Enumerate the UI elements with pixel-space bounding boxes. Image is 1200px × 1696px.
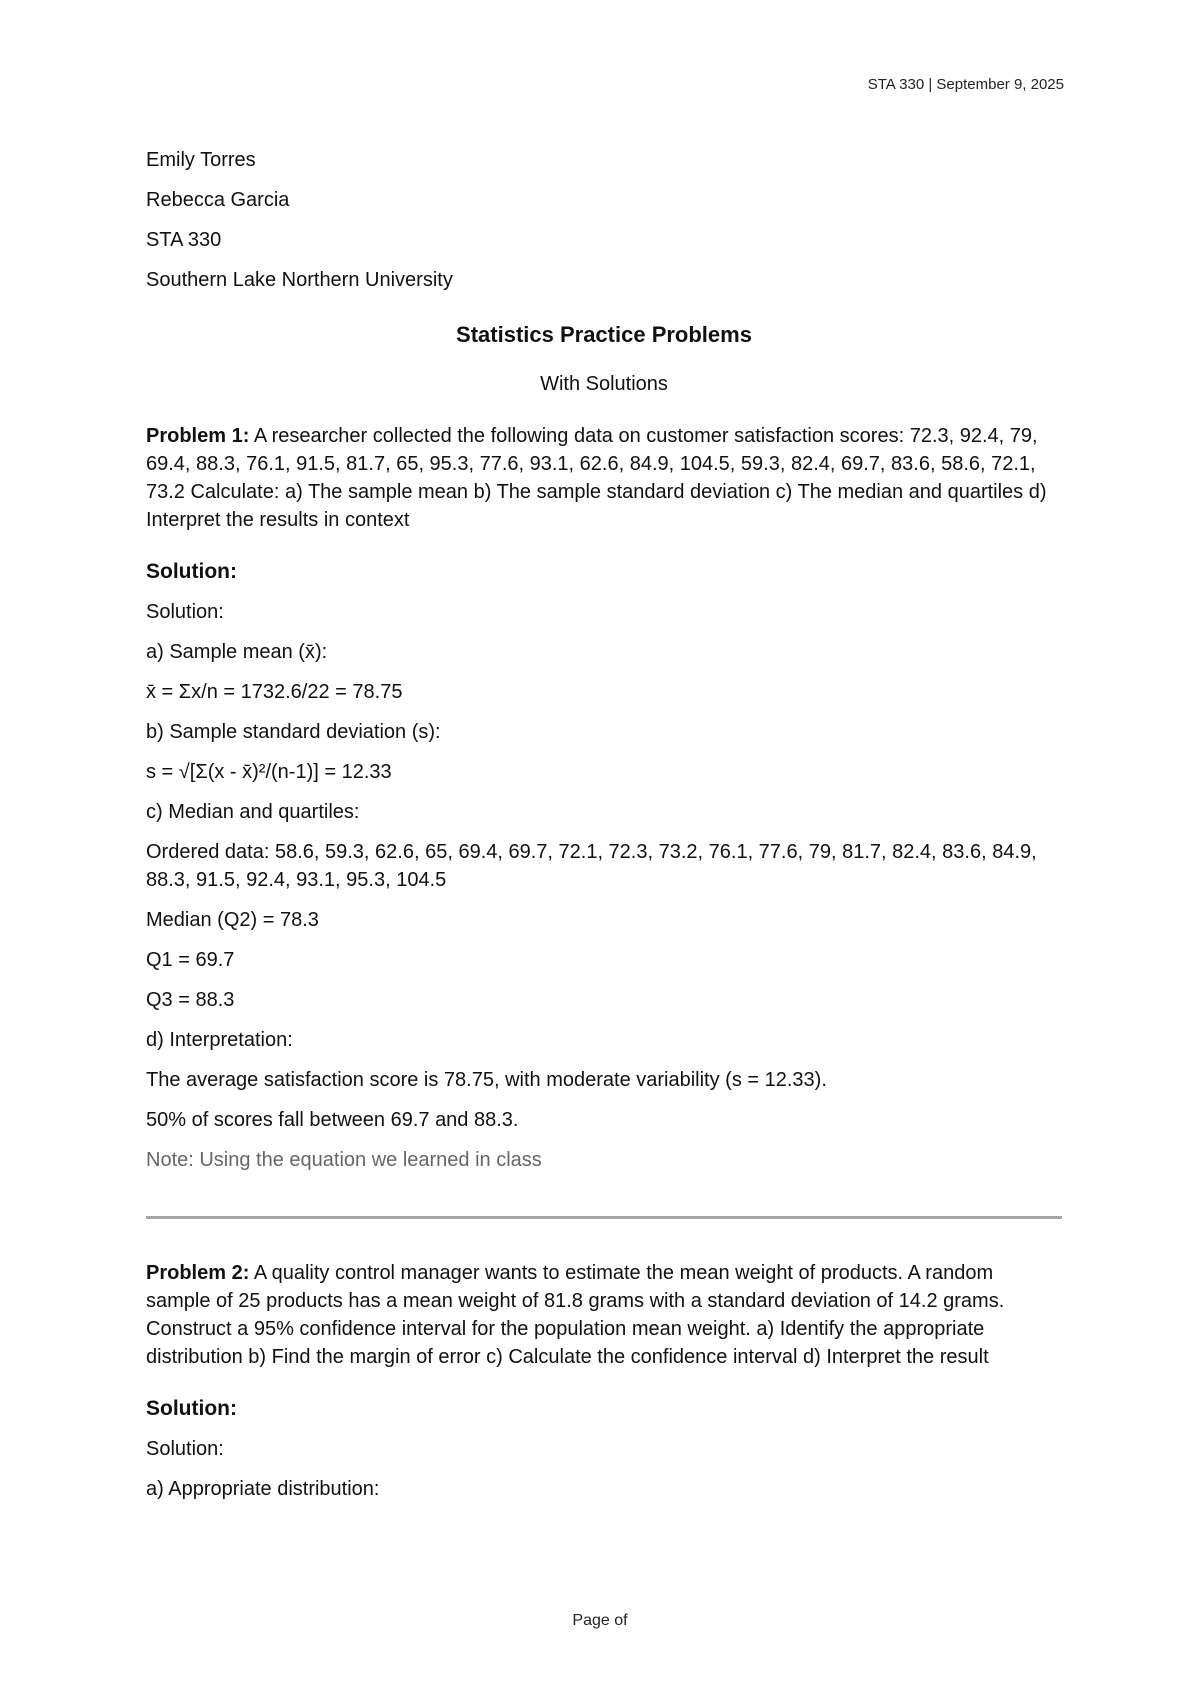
solution-line: Median (Q2) = 78.3: [146, 909, 319, 931]
running-header: STA 330 | September 9, 2025: [867, 76, 1064, 93]
problem-1-solution-heading: Solution:: [146, 560, 237, 583]
solution-line: a) Appropriate distribution:: [146, 1478, 380, 1500]
problem-2-statement: [146, 1259, 1062, 1371]
solution-line: s = √[Σ(x - x̄)²/(n-1)] = 12.33: [146, 761, 392, 783]
page-footer: Page of: [572, 1612, 628, 1629]
problem-1-text: A researcher collected the following data on customer satisfaction scores: 72.3, 92.4, 79, 69.4, 88.3, 76.1, 91.5, 81.7, 65, 95.3, 77.6, 93.1, 62.6, 84.9, 104.5, 59.3, 82.4, 69.7, 83.6, 58.6, 72.1, 73.2 Calculate: a) The sample mean b) The sample standard deviation c) The median and quartiles d) Interpret the results in context: [146, 425, 1047, 531]
institution-name: Southern Lake Northern University: [146, 269, 453, 291]
document-body: [146, 146, 1062, 1503]
problem-1-label: Problem 1:: [146, 425, 250, 447]
problem-2-solution-heading: Solution:: [146, 1397, 237, 1420]
solution-line: The average satisfaction score is 78.75, with moderate variability (s = 12.33).: [146, 1069, 827, 1091]
solution-line: Solution:: [146, 1438, 224, 1460]
solution-line: Q1 = 69.7: [146, 949, 235, 971]
solution-line: d) Interpretation:: [146, 1029, 293, 1051]
problem-1-note: Note: Using the equation we learned in class: [146, 1149, 542, 1171]
solution-line: b) Sample standard deviation (s):: [146, 721, 441, 743]
section-divider: [146, 1216, 1062, 1219]
solution-line: Q3 = 88.3: [146, 989, 235, 1011]
solution-line: Solution:: [146, 601, 224, 623]
problem-2-label: Problem 2:: [146, 1262, 250, 1284]
instructor-name: Rebecca Garcia: [146, 189, 290, 211]
document-subtitle: With Solutions: [540, 373, 668, 395]
solution-line: x̄ = Σx/n = 1732.6/22 = 78.75: [146, 681, 403, 703]
author-name: Emily Torres: [146, 149, 256, 171]
problem-2-text: A quality control manager wants to estimate the mean weight of products. A random sample of 25 products has a mean weight of 81.8 grams with a standard deviation of 14.2 grams. Construct a 95% confidence interval for the population mean weight. a) Identify the appropriate distribution b) Find the margin of error c) Calculate the confidence interval d) Interpret the result: [146, 1262, 1005, 1368]
problem-1-statement: [146, 422, 1062, 534]
document-title: Statistics Practice Problems: [456, 322, 752, 347]
solution-line: a) Sample mean (x̄):: [146, 641, 328, 663]
solution-line: c) Median and quartiles:: [146, 801, 360, 823]
solution-line: Ordered data: 58.6, 59.3, 62.6, 65, 69.4, 69.7, 72.1, 72.3, 73.2, 76.1, 77.6, 79, 81.7, 82.4, 83.6, 84.9, 88.3, 91.5, 92.4, 93.1, 95.3, 104.5: [146, 841, 1037, 891]
solution-line: 50% of scores fall between 69.7 and 88.3.: [146, 1109, 519, 1131]
course-code: STA 330: [146, 229, 222, 251]
